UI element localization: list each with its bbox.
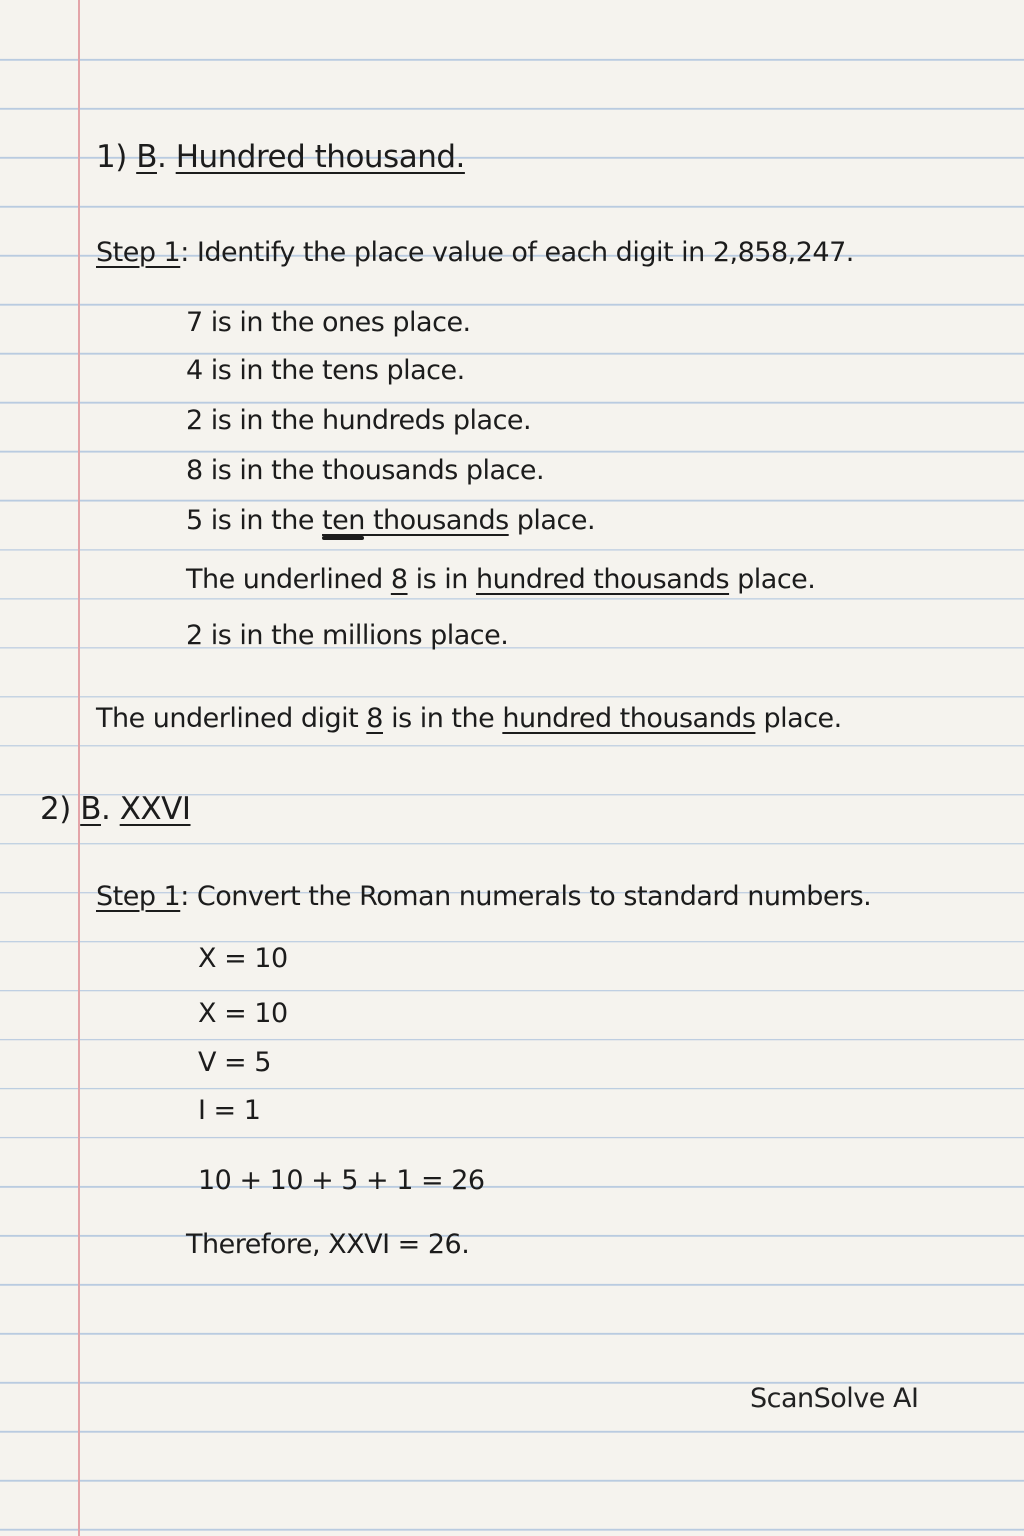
- q2-option: B: [80, 791, 101, 827]
- line-text: is in the: [391, 703, 495, 734]
- q2-equation: X = 10: [198, 998, 288, 1029]
- q1-step-label: Step 1: [96, 237, 181, 268]
- q2-step-text: : Convert the Roman numerals to standard numbers.: [180, 881, 872, 912]
- q1-line-ten-thousands: [186, 504, 595, 538]
- underlined-digit: 8: [366, 703, 383, 734]
- q1-line-underlined: [186, 563, 815, 597]
- line-text: place.: [763, 703, 842, 734]
- q2-equation: X = 10: [198, 943, 288, 974]
- line-text: The underlined: [186, 564, 383, 595]
- line-text: is in the millions place.: [210, 620, 509, 651]
- digit: 2: [186, 620, 203, 651]
- q2-step: [96, 880, 871, 914]
- q1-line-thousands: [186, 454, 544, 488]
- q1-line-millions: [186, 619, 508, 653]
- q1-heading: 1) B. Hundred thousand.: [96, 139, 465, 175]
- place-name: ten thousands: [322, 505, 509, 536]
- place-name: hundred thousands: [502, 703, 756, 734]
- q1-number: 1): [96, 139, 127, 175]
- place-name: hundred thousands: [475, 564, 730, 595]
- line-text: is in the tens place.: [210, 355, 465, 386]
- q1-step: [96, 236, 854, 270]
- line-text: is in: [415, 564, 468, 595]
- q2-step-label: Step 1: [96, 881, 181, 912]
- line-text: is in the thousands place.: [210, 455, 545, 486]
- line-text: The underlined digit: [96, 703, 359, 734]
- digit: 7: [186, 307, 203, 338]
- digit: 8: [186, 455, 203, 486]
- q1-step-text: : Identify the place value of each digit in 2,858,247.: [180, 237, 854, 268]
- scansolve-watermark: ScanSolve AI: [750, 1383, 919, 1414]
- line-text: is in the ones place.: [210, 307, 471, 338]
- margin-line: [78, 0, 80, 1536]
- q2-sum: 10 + 10 + 5 + 1 = 26: [198, 1165, 485, 1196]
- q1-conclusion: [96, 702, 842, 736]
- q2-number: 2): [40, 791, 71, 827]
- q1-line-hundreds: [186, 404, 531, 438]
- digit: 5: [186, 505, 203, 536]
- line-text: is in the hundreds place.: [210, 405, 532, 436]
- q1-line-ones: [186, 306, 471, 340]
- line-text: place.: [516, 505, 596, 536]
- digit: 4: [186, 355, 203, 386]
- q2-heading: 2) B. XXVI: [40, 791, 191, 827]
- q2-therefore: Therefore, XXVI = 26.: [186, 1229, 470, 1260]
- underlined-digit: 8: [390, 564, 408, 595]
- line-text: place.: [737, 564, 816, 595]
- q1-line-tens: [186, 354, 465, 388]
- line-text: is in the: [210, 505, 314, 536]
- q1-option: B: [136, 139, 157, 175]
- q1-answer: Hundred thousand.: [175, 139, 465, 175]
- q2-equation: I = 1: [198, 1095, 261, 1126]
- q2-answer: XXVI: [119, 791, 191, 827]
- digit: 2: [186, 405, 203, 436]
- q2-equation: V = 5: [198, 1047, 271, 1078]
